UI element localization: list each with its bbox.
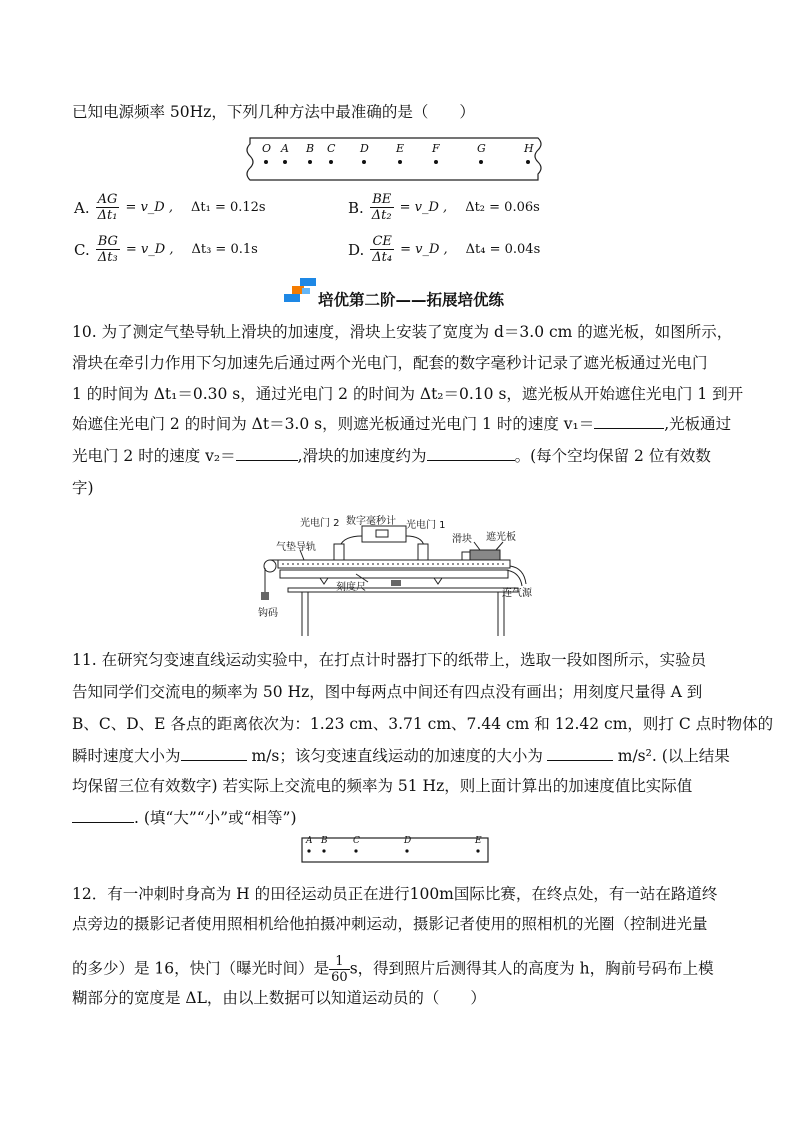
photogate-2 (334, 544, 344, 560)
q11-tape-dot-C (354, 849, 357, 852)
label-weight: 钩码 (258, 608, 278, 619)
fraction: $\frac{BG}{\text{Δt₃}}$ (97, 234, 118, 265)
q12-line3: 的多少）是 16，快门（曝光时间）是 $\frac{1}{60}$ s，得到照片后测得其人的高度为 h，胸前号码布上模 (72, 954, 714, 985)
q10-line6: 字) (72, 479, 94, 497)
tape-dot-C (329, 160, 333, 164)
label-ruler: 刻度尺 (336, 582, 366, 593)
label-gate2: 光电门 2 (300, 518, 340, 529)
q11-tape-figure (300, 836, 490, 864)
q11-line6: . (填“大”“小”或“相等”) (72, 808, 297, 828)
answer-blank-a[interactable] (547, 746, 613, 761)
tape-label-A: A (281, 142, 289, 155)
answer-blank-v2[interactable] (236, 446, 298, 461)
tape-label-C: C (327, 142, 336, 155)
q11-line3: B、C、D、E 各点的距离依次为：1.23 cm、3.71 cm、7.44 cm 和 12.42 cm，则打 C 点时物体的 (72, 715, 774, 733)
q10-line2: 滑块在牵引力作用下匀加速先后通过两个光电门，配套的数字毫秒计记录了遮光板通过光电门 (72, 354, 708, 372)
q11-tape-label-E: E (475, 836, 482, 846)
answer-blank-acceleration[interactable] (427, 446, 515, 461)
tape-dot-E (398, 160, 402, 164)
answer-blank-v1[interactable] (594, 414, 664, 429)
q12-line4: 糊部分的宽度是 ΔL，由以上数据可以知道运动员的（ ） (72, 989, 486, 1007)
tape-dot-D (362, 160, 366, 164)
label-shade: 遮光板 (486, 532, 516, 543)
tape-dot-F (434, 160, 438, 164)
q9-stem: 已知电源频率 50Hz，下列几种方法中最准确的是（ ） (72, 103, 475, 121)
label-timer: 数字毫秒计 (346, 516, 396, 527)
section-heading: 培优第二阶——拓展培优练 (318, 291, 505, 309)
tape-dot-O (264, 160, 268, 164)
answer-blank-vc[interactable] (181, 746, 247, 761)
q11-line1: 11. 在研究匀变速直线运动实验中，在打点计时器打下的纸带上，选取一段如图所示，实验员 (72, 651, 707, 669)
tape-label-F: F (432, 142, 440, 155)
table-top (288, 588, 518, 592)
q11-line5: 均保留三位有效数字) 若实际上交流电的频率为 51 Hz，则上面计算出的加速度值比实际值 (72, 777, 693, 795)
tape-label-O: O (262, 142, 272, 155)
q10-line4: 始遮住光电门 2 的时间为 Δt＝3.0 s，则遮光板通过光电门 1 时的速度 v₁＝ ,光板通过 (72, 415, 732, 433)
q10-line5: 光电门 2 时的速度 v₂＝ ,滑块的加速度约为 。(每个空均保留 2 位有效数 (72, 447, 711, 465)
q9-option-d[interactable]: D. $\frac{CE}{\text{Δt₄}}$ = v_D , Δt₄ = 0.04s (348, 234, 541, 265)
tape-dot-B (308, 160, 312, 164)
q11-tape-dot-D (405, 849, 408, 852)
q11-tape-dot-B (322, 849, 325, 852)
q11-tape-label-C: C (353, 836, 360, 846)
tape-dot-H (526, 160, 530, 164)
q9-option-c[interactable]: C. $\frac{BG}{\text{Δt₃}}$ = v_D , Δt₃ = 0.1s (74, 234, 258, 265)
fraction: $\frac{CE}{\text{Δt₄}}$ (372, 234, 393, 265)
q11-tape-label-A: A (306, 836, 313, 846)
tape-outline (247, 138, 541, 180)
label-air-source: 连气源 (502, 588, 532, 599)
q11-line2: 告知同学们交流电的频率为 50 Hz，图中每两点中间还有四点没有画出；用刻度尺量得 A 到 (72, 683, 703, 701)
q11-tape-dot-E (476, 849, 479, 852)
q11-line4: 瞬时速度大小为 m/s；该匀变速直线运动的加速度的大小为 m/s². (以上结果 (72, 747, 730, 765)
label-gate1: 光电门 1 (406, 520, 446, 531)
ruler (280, 570, 508, 578)
tape-label-B: B (306, 142, 315, 155)
section-logo-icon (282, 276, 318, 304)
q9-option-b[interactable]: B. $\frac{BE}{\text{Δt₂}}$ = v_D , Δt₂ = 0.06s (348, 192, 540, 223)
q10-line1: 10. 为了测定气垫导轨上滑块的加速度，滑块上安装了宽度为 d＝3.0 cm 的遮光板，如图所示， (72, 323, 733, 341)
hanging-weight (261, 592, 269, 600)
label-rail: 气垫导轨 (276, 542, 316, 553)
tape-label-E: E (396, 142, 405, 155)
tape-label-D: D (360, 142, 369, 155)
tape-label-H: H (524, 142, 534, 155)
q10-line3: 1 的时间为 Δt₁＝0.30 s，通过光电门 2 的时间为 Δt₂＝0.10 s，遮光板从开始遮住光电门 1 到开 (72, 385, 744, 403)
q11-tape-label-B: B (321, 836, 328, 846)
tape-dot-G (479, 160, 483, 164)
label-slider: 滑块 (452, 534, 472, 545)
q11-tape-label-D: D (404, 836, 412, 846)
q12-line2: 点旁边的摄影记者使用照相机给他拍摄冲刺运动，摄影记者使用的照相机的光圈（控制进光量 (72, 915, 708, 933)
q11-tape-dot-A (307, 849, 310, 852)
q9-option-a[interactable]: A. $\frac{AG}{\text{Δt₁}}$ = v_D , Δt₁ = 0.12s (74, 192, 266, 223)
q12-line1: 12．有一冲刺时身高为 H 的田径运动员正在进行100m国际比赛，在终点处，有一站在路道终 (72, 885, 718, 903)
fraction: $\frac{AG}{\text{Δt₁}}$ (97, 192, 118, 223)
shutter-fraction: $\frac{1}{60}$ (331, 954, 348, 985)
tape-label-G: G (477, 142, 486, 155)
answer-blank-compare[interactable] (72, 808, 134, 823)
photogate-1 (418, 544, 428, 560)
tape-dot-A (283, 160, 287, 164)
fraction: $\frac{BE}{\text{Δt₂}}$ (371, 192, 392, 223)
